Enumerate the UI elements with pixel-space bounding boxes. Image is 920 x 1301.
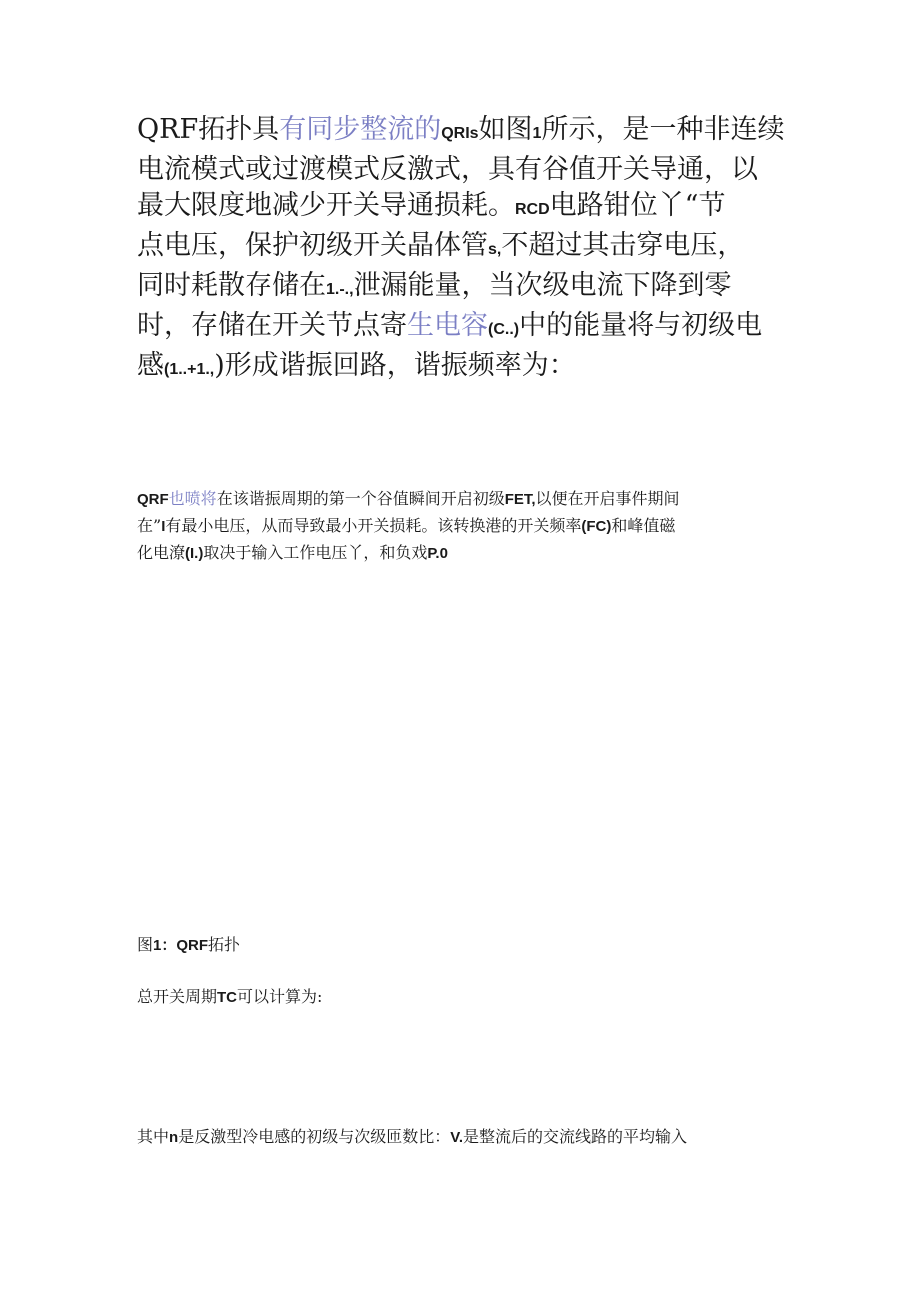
period-text: 总开关周期TC可以计算为:: [137, 987, 323, 1006]
turns-ratio-text: 其中n是反激型冷电感的初级与次级匝数比：V.是整流后的交流线路的平均输入: [137, 1127, 688, 1146]
valley-switching-paragraph: [137, 486, 777, 567]
intro-line-3: 最大限度地减少开关导通损耗。RCD电路钳位丫“节: [137, 190, 726, 221]
intro-line-6: 时，存储在开关节点寄生电容(C..)中的能量将与初级电: [137, 310, 763, 341]
intro-line-2: 电流模式或过渡模式反激式，具有谷值开关导通，以: [137, 154, 758, 185]
para2-line-3: 化电潦(I.)取决于输入工作电压丫，和负戏P.0: [137, 543, 448, 562]
intro-line-1: QRF拓扑具有同步整流的QRIs如图1所示，是一种非连续: [137, 114, 785, 145]
figure-caption: 图1：QRF拓扑: [137, 935, 241, 954]
para2-line-1: QRF也喷将在该谐振周期的第一个谷值瞬间开启初级FET,以便在开启事件期间: [137, 489, 680, 508]
intro-line-7: 感(1..+1.,)形成谐振回路，谐振频率为：: [137, 350, 576, 381]
intro-line-4: 点电压，保护初级开关晶体管s,不超过其击穿电压，: [137, 230, 745, 261]
para2-line-2: 在”I有最小电压，从而导致最小开关损耗。该转换港的开关频率(FC)和峰值磁: [137, 516, 676, 535]
intro-paragraph: [137, 112, 787, 388]
intro-line-5: 同时耗散存储在1.-.,泄漏能量，当次级电流下降到零: [137, 270, 732, 301]
